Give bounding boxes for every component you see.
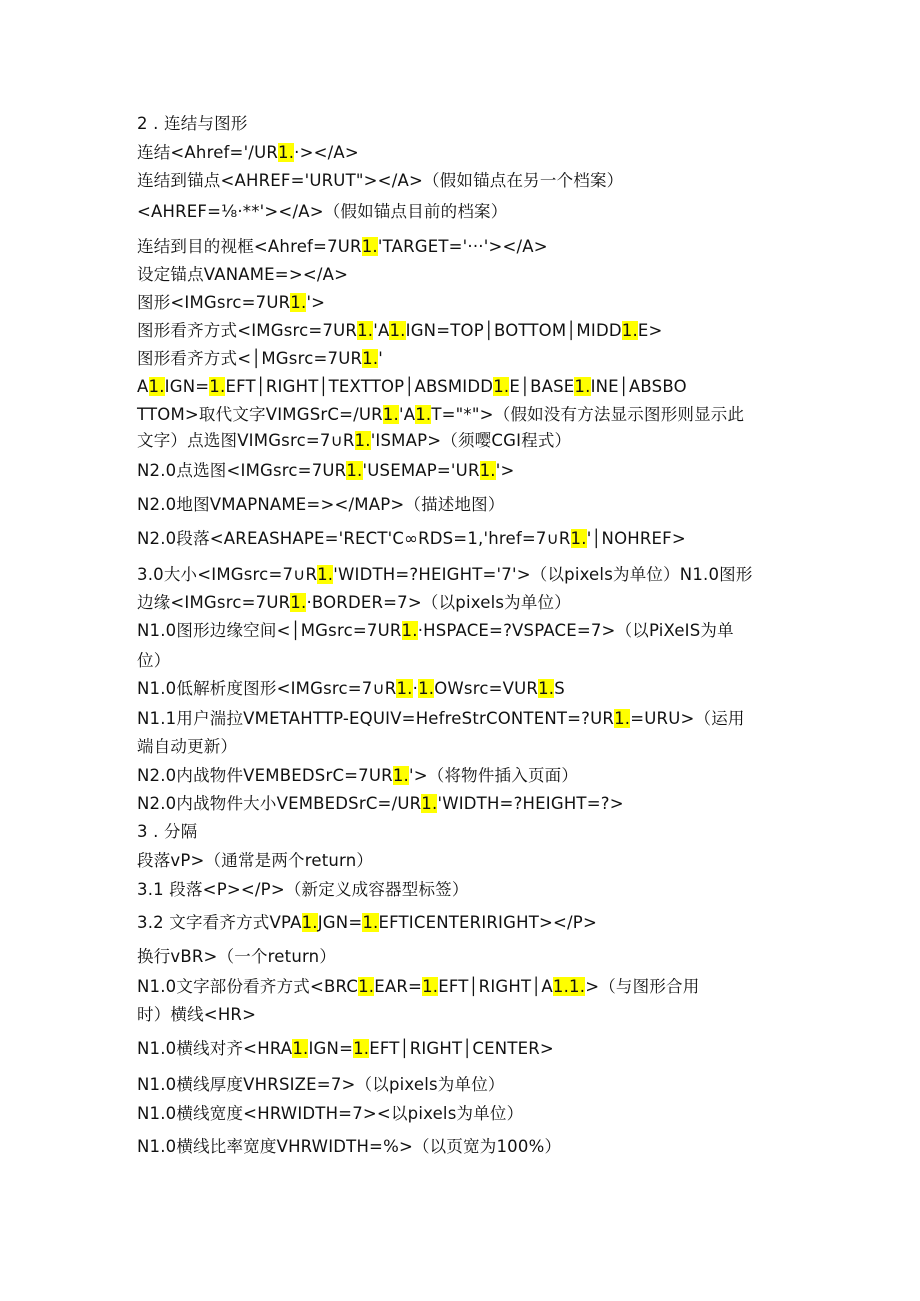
text-segment: N2.0内战物件大小VEMBEDSrC=/UR <box>137 794 422 813</box>
text-segment: N1.1用户湍拉VMETAHTTP-EQUIV=HefreStrCONTENT=?UR <box>137 709 615 728</box>
text-line <box>137 528 686 550</box>
text-segment: 'ISMAP>（须嘤CGI程式） <box>370 431 572 450</box>
highlighted-text: 1. <box>357 321 374 340</box>
text-segment: N1.0横线对齐<HRA <box>137 1039 293 1058</box>
text-line <box>137 236 548 258</box>
text-segment: =URU>（运用 <box>630 709 745 728</box>
text-line <box>137 678 565 700</box>
text-segment: 端自动更新） <box>137 737 238 756</box>
text-segment: N1.0图形边缘空间<│MGsrc=7UR <box>137 621 402 640</box>
text-segment: N2.0地图VMAPNAME=></MAP>（描述地图） <box>137 495 505 514</box>
text-segment: OWsrc=VUR <box>434 679 539 698</box>
text-segment: 3.2 文字看齐方式VPA <box>137 913 302 932</box>
highlighted-text: 1. <box>278 143 295 162</box>
text-segment: 2 . 连结与图形 <box>137 114 248 133</box>
text-segment: 边缘<IMGsrc=7UR <box>137 593 291 612</box>
text-segment: ·HSPACE=?VSPACE=7>（以PiXeIS为单 <box>417 621 734 640</box>
text-line <box>137 793 624 815</box>
text-segment: IGN=TOP│BOTTOM│MIDD <box>405 321 622 340</box>
text-line <box>137 708 745 730</box>
text-segment: E> <box>637 321 663 340</box>
text-segment: JGN= <box>317 913 363 932</box>
text-line <box>137 564 753 586</box>
text-segment: 段落vP>（通常是两个return） <box>137 851 374 870</box>
text-line <box>137 348 383 370</box>
highlighted-text: 1. <box>392 766 409 785</box>
text-segment: 换行vBR>（一个return） <box>137 947 337 966</box>
text-line <box>137 765 578 787</box>
highlighted-text: 1. <box>290 593 307 612</box>
text-segment: 连结到目的视框<Ahref=7UR <box>137 237 362 256</box>
text-line <box>137 376 687 398</box>
highlighted-text: 1. <box>382 405 399 424</box>
highlighted-text: 1. <box>148 377 165 396</box>
text-segment: ' <box>378 349 384 368</box>
highlighted-text: 1. <box>353 1039 370 1058</box>
text-line <box>137 494 505 516</box>
text-segment: 3.1 段落<P></P>（新定义成容器型标签） <box>137 880 469 899</box>
highlighted-text: 1. <box>389 321 406 340</box>
highlighted-text: 1. <box>346 461 363 480</box>
text-line <box>137 460 515 482</box>
text-segment: IGN= <box>164 377 210 396</box>
text-line <box>137 292 325 314</box>
text-segment: 3 . 分隔 <box>137 822 198 841</box>
text-line <box>137 113 248 135</box>
text-segment: 图形<IMGsrc=7UR <box>137 293 291 312</box>
text-segment: TTOM>取代文字VIMGSrC=/UR <box>137 405 383 424</box>
text-segment: 'A <box>373 321 390 340</box>
text-segment: ·></A> <box>294 143 359 162</box>
text-segment: EFTICENTERIRIGHT></P> <box>378 913 597 932</box>
highlighted-text: 1. <box>421 794 438 813</box>
text-line <box>137 264 348 286</box>
highlighted-text: 1. <box>362 349 379 368</box>
highlighted-text: 1. <box>570 529 587 548</box>
text-line <box>137 430 571 452</box>
highlighted-text: 1. <box>614 709 631 728</box>
text-line <box>137 170 623 192</box>
text-segment: 时）横线<HR> <box>137 1005 257 1024</box>
text-segment: E│BASE <box>509 377 575 396</box>
highlighted-text: 1. <box>396 679 413 698</box>
text-segment: 设定锚点VANAME=></A> <box>137 265 349 284</box>
text-line <box>137 201 507 223</box>
highlighted-text: 1. <box>574 377 591 396</box>
text-line <box>137 1136 561 1158</box>
text-line <box>137 1038 554 1060</box>
highlighted-text: 1. <box>358 977 375 996</box>
text-line <box>137 620 734 642</box>
text-segment: N1.0横线宽度<HRWIDTH=7><以pixels为单位） <box>137 1104 524 1123</box>
highlighted-text: 1. <box>317 565 334 584</box>
text-line <box>137 879 469 901</box>
highlighted-text: 1. <box>621 321 638 340</box>
text-line <box>137 912 597 934</box>
text-segment: IGN= <box>308 1039 354 1058</box>
text-segment: 图形看齐方式<│MGsrc=7UR <box>137 349 363 368</box>
highlighted-text: 1. <box>361 237 378 256</box>
text-line <box>137 142 359 164</box>
highlighted-text: 1. <box>479 461 496 480</box>
text-segment: '│NOHREF> <box>586 529 686 548</box>
text-line <box>137 320 663 342</box>
text-segment: '>（将物件插入页面） <box>408 766 579 785</box>
highlighted-text: 1.1. <box>552 977 586 996</box>
text-line <box>137 736 237 758</box>
text-segment: 连结到锚点<AHREF='URUT"></A>（假如锚点在另一个档案） <box>137 171 624 190</box>
text-segment: N2.0点选图<IMGsrc=7UR <box>137 461 347 480</box>
highlighted-text: 1. <box>538 679 555 698</box>
highlighted-text: 1. <box>354 431 371 450</box>
text-line <box>137 1074 505 1096</box>
text-segment: 连结<Ahref='/UR <box>137 143 279 162</box>
highlighted-text: 1. <box>422 977 439 996</box>
text-line <box>137 650 170 672</box>
text-segment: A <box>137 377 149 396</box>
text-segment: >（与图形合用 <box>585 977 700 996</box>
highlighted-text: 1. <box>209 377 226 396</box>
highlighted-text: 1. <box>415 405 432 424</box>
text-line <box>137 1004 256 1026</box>
text-segment: EFT│RIGHT│TEXTTOP│ABSMIDD <box>225 377 494 396</box>
text-segment: 图形看齐方式<IMGsrc=7UR <box>137 321 358 340</box>
text-segment: '> <box>495 461 515 480</box>
text-line <box>137 850 373 872</box>
text-segment: 'A <box>398 405 416 424</box>
highlighted-text: 1. <box>401 621 418 640</box>
text-segment: N1.0横线比率宽度VHRWIDTH=%>（以页宽为100%） <box>137 1137 562 1156</box>
text-segment: N1.0低解析度图形<IMGsrc=7∪R <box>137 679 397 698</box>
text-line <box>137 821 197 843</box>
text-line <box>137 404 744 426</box>
text-segment: INE│ABSBO <box>590 377 687 396</box>
text-segment: · <box>412 679 419 698</box>
highlighted-text: 1. <box>362 913 379 932</box>
text-segment: <AHREF=⅛·**'></A>（假如锚点目前的档案） <box>137 202 508 221</box>
highlighted-text: 1. <box>292 1039 309 1058</box>
highlighted-text: 1. <box>418 679 435 698</box>
text-segment: 'WIDTH=?HEIGHT=?> <box>437 794 624 813</box>
text-segment: 'USEMAP='UR <box>362 461 480 480</box>
highlighted-text: 1. <box>301 913 318 932</box>
text-segment: ·BORDER=7>（以pixels为单位） <box>306 593 571 612</box>
text-line <box>137 976 699 998</box>
text-segment: S <box>554 679 565 698</box>
text-segment: 'WIDTH=?HEIGHT='7'>（以pixels为单位）N1.0图形 <box>333 565 753 584</box>
text-segment: T="*">（假如没有方法显示图形则显示此 <box>431 405 745 424</box>
text-segment: EAR= <box>374 977 423 996</box>
text-segment: N2.0段落<AREASHAPE='RECT'C∞RDS=1,'href=7∪R <box>137 529 571 548</box>
text-segment: EFT│RIGHT│CENTER> <box>369 1039 554 1058</box>
text-segment: EFT│RIGHT│A <box>438 977 553 996</box>
text-segment: 3.0大小<IMGsrc=7∪R <box>137 565 318 584</box>
text-line <box>137 946 336 968</box>
highlighted-text: 1. <box>493 377 510 396</box>
text-segment: 位） <box>137 651 171 670</box>
text-segment: N1.0横线厚度VHRSIZE=7>（以pixels为单位） <box>137 1075 505 1094</box>
text-segment: N2.0内战物件VEMBEDSrC=7UR <box>137 766 393 785</box>
text-segment: 文字）点选图VIMGsrc=7∪R <box>137 431 355 450</box>
text-segment: 'TARGET='···'></A> <box>377 237 548 256</box>
text-segment: '> <box>306 293 326 312</box>
text-line <box>137 592 571 614</box>
text-line <box>137 1103 523 1125</box>
highlighted-text: 1. <box>290 293 307 312</box>
text-segment: N1.0文字部份看齐方式<BRC <box>137 977 359 996</box>
